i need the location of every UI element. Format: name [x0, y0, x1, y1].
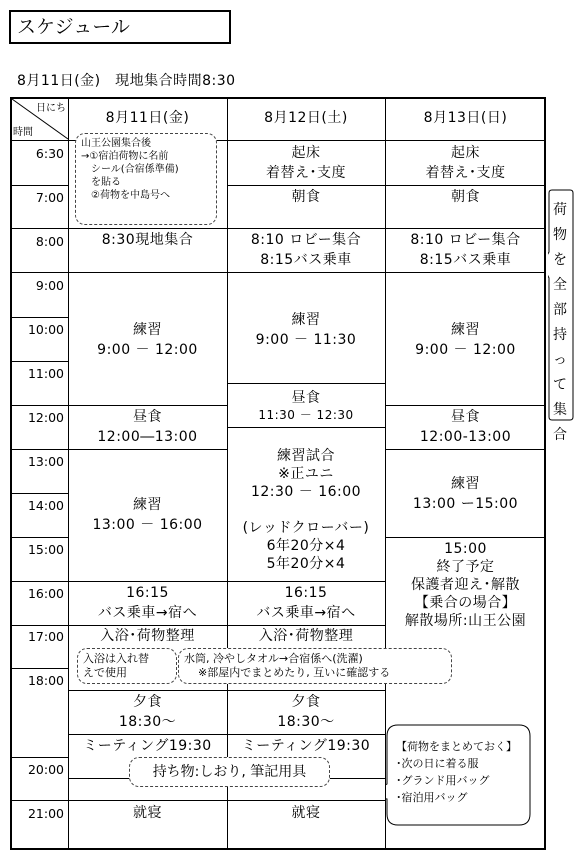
- row-rule: [227, 427, 385, 428]
- time-label: 13:00: [27, 454, 64, 469]
- row-rule: [10, 272, 546, 273]
- cell-line: 【乗合の場合】: [414, 595, 517, 611]
- cell-line: 練習: [133, 497, 162, 513]
- row-rule: [10, 493, 68, 494]
- row-rule: [10, 581, 385, 582]
- row-rule: [10, 757, 68, 758]
- cell-line: 保護者迎え･解散: [411, 577, 520, 593]
- header-day1: 8月11日(金): [105, 110, 190, 126]
- time-label: 17:00: [27, 629, 64, 644]
- day1-arrival-note: [75, 133, 217, 225]
- row-rule: [10, 317, 68, 318]
- day2-bath: 入浴･荷物整理: [258, 628, 354, 644]
- note-line: えで使用: [83, 666, 127, 679]
- time-label: 20:00: [27, 762, 64, 777]
- day3-lobby: [385, 230, 546, 270]
- row-rule: [10, 361, 68, 362]
- bath-note: [77, 648, 177, 684]
- cell-line: 16:15: [284, 585, 328, 601]
- time-label: 9:00: [35, 278, 64, 293]
- pack-list-item: ･グランド用バッグ: [396, 774, 490, 787]
- day2-bus: [227, 583, 385, 623]
- day2-lunch-time: 11:30 － 12:30: [258, 408, 354, 422]
- time-label: 16:00: [27, 586, 64, 601]
- cell-line: 練習: [133, 322, 162, 338]
- day3-practice-pm: [385, 474, 546, 514]
- row-rule: [227, 185, 546, 186]
- day2-lobby: [227, 230, 385, 270]
- cell-line: 起床: [291, 145, 321, 161]
- page-title: スケジュール: [9, 10, 231, 44]
- note-line: シール(合宿係準備): [81, 164, 179, 175]
- cell-line: 8:10 ロビー集合: [250, 232, 362, 248]
- day2-wake: [227, 143, 385, 183]
- cell-line: 終了予定: [436, 559, 495, 575]
- day1-sleep: 就寝: [133, 805, 162, 821]
- cell-line: 15:00: [444, 541, 487, 557]
- side-callout-text: 荷物を全部持って集合: [553, 202, 567, 443]
- time-label: 12:00: [27, 410, 64, 425]
- day1-bath: 入浴･荷物整理: [100, 628, 195, 644]
- row-rule: [385, 537, 546, 538]
- time-label: 11:00: [27, 366, 64, 381]
- day3-end: [385, 540, 546, 630]
- header-day2: 8月12日(土): [264, 110, 348, 126]
- row-rule: [10, 185, 68, 186]
- day3-breakfast: 朝食: [451, 189, 480, 205]
- row-rule: [68, 690, 385, 691]
- row-rule: [385, 449, 546, 450]
- day2-lunch-label: 昼食: [291, 390, 321, 406]
- row-rule: [10, 228, 546, 229]
- meeting-time-text: 8月11日(金) 現地集合時間8:30: [17, 73, 236, 89]
- row-rule: [10, 668, 68, 669]
- row-rule: [227, 383, 385, 384]
- day1-dinner: [68, 692, 227, 732]
- day3-wake: [385, 143, 546, 183]
- pack-list: [396, 738, 517, 806]
- cell-line: 6年20分×4: [266, 538, 346, 554]
- cell-line: 18:30～: [118, 714, 177, 730]
- row-rule: [10, 405, 227, 406]
- cell-line: バス乗車→宿へ: [256, 605, 356, 621]
- cell-line: 昼食: [451, 409, 480, 425]
- day2-breakfast: 朝食: [291, 189, 321, 205]
- time-label: 10:00: [27, 322, 64, 337]
- header-date-label: 日にち: [36, 103, 66, 114]
- note-line: →①宿泊荷物に名前: [81, 151, 169, 162]
- day2-dinner: [227, 692, 385, 732]
- time-label: 15:00: [27, 542, 64, 557]
- day1-meeting: ミーティング19:30: [83, 738, 212, 754]
- cell-line: 練習: [451, 322, 480, 338]
- cell-line: 5年20分×4: [266, 556, 346, 572]
- cell-line: (レッドクローバー): [242, 520, 370, 536]
- cell-line: 解散場所:山王公園: [404, 613, 527, 629]
- row-rule: [10, 800, 385, 801]
- day3-lunch: [385, 407, 546, 447]
- pack-list-title: 【荷物をまとめておく】: [396, 740, 517, 753]
- day3-practice-am: [385, 320, 546, 360]
- cell-line: [227, 501, 385, 519]
- row-rule: [385, 405, 546, 406]
- cell-line: 着替え･支度: [425, 165, 506, 181]
- pack-list-item: ･宿泊用バッグ: [396, 791, 468, 804]
- cell-line: 12:00―13:00: [97, 429, 198, 445]
- cell-line: 9:00 － 11:30: [255, 332, 357, 348]
- note-line: ②荷物を中島号へ: [81, 190, 170, 201]
- cell-line: 18:30～: [277, 714, 335, 730]
- day2-match: [227, 447, 385, 573]
- cell-line: 8:15バス乗車: [419, 252, 512, 268]
- cell-line: バス乗車→宿へ: [97, 605, 198, 621]
- towel-note: [178, 648, 452, 684]
- note-line: 入浴は入れ替: [83, 652, 149, 665]
- cell-line: 夕食: [133, 694, 162, 710]
- row-rule: [10, 537, 68, 538]
- time-label: 21:00: [27, 806, 64, 821]
- row-rule: [68, 734, 385, 735]
- cell-line: 昼食: [133, 409, 162, 425]
- cell-line: 8:10 ロビー集合: [410, 232, 521, 248]
- day1-practice-pm: [68, 495, 227, 535]
- cell-line: 起床: [451, 145, 480, 161]
- cell-line: 16:15: [126, 585, 169, 601]
- day2-meeting: ミーティング19:30: [241, 738, 371, 754]
- note-line: ※部屋内でまとめたり, 互いに確認する: [198, 666, 391, 679]
- header-day3: 8月13日(日): [423, 110, 508, 126]
- time-label: 6:30: [35, 146, 64, 161]
- time-label: 18:00: [27, 673, 64, 688]
- cell-line: 練習: [291, 312, 321, 328]
- cell-line: 9:00 － 12:00: [97, 342, 198, 358]
- row-rule: [10, 449, 227, 450]
- cell-line: 13:00 － 16:00: [92, 517, 203, 533]
- day1-lunch: [68, 407, 227, 447]
- cell-line: ※正ユニ: [278, 466, 334, 482]
- day1-bus: [68, 583, 227, 623]
- note-line: 水筒, 冷やしタオル→合宿係へ(洗濯): [184, 652, 363, 665]
- cell-line: 練習: [451, 476, 480, 492]
- time-label: 14:00: [27, 498, 64, 513]
- cell-line: 練習試合: [277, 448, 335, 464]
- note-line: を貼る: [81, 177, 121, 188]
- day1-meet: 8:30現地集合: [101, 232, 194, 248]
- day2-sleep: 就寝: [291, 805, 321, 821]
- cell-line: 12:30 － 16:00: [250, 484, 362, 500]
- cell-line: 8:15バス乗車: [260, 252, 352, 268]
- cell-line: 9:00 － 12:00: [415, 342, 516, 358]
- cell-line: 着替え･支度: [266, 165, 346, 181]
- day2-practice-am: [227, 310, 385, 350]
- note-line: 山王公園集合後: [81, 138, 151, 149]
- cell-line: 13:00 ー15:00: [412, 496, 519, 512]
- header-time-label: 時間: [13, 127, 33, 138]
- time-label: 7:00: [35, 190, 64, 205]
- pack-list-item: ･次の日に着る服: [396, 757, 479, 770]
- belongings-note: 持ち物:しおり, 筆記用具: [129, 757, 330, 787]
- time-label: 8:00: [35, 234, 64, 249]
- cell-line: 12:00-13:00: [419, 429, 512, 445]
- day1-practice-am: [68, 320, 227, 360]
- cell-line: 夕食: [291, 694, 321, 710]
